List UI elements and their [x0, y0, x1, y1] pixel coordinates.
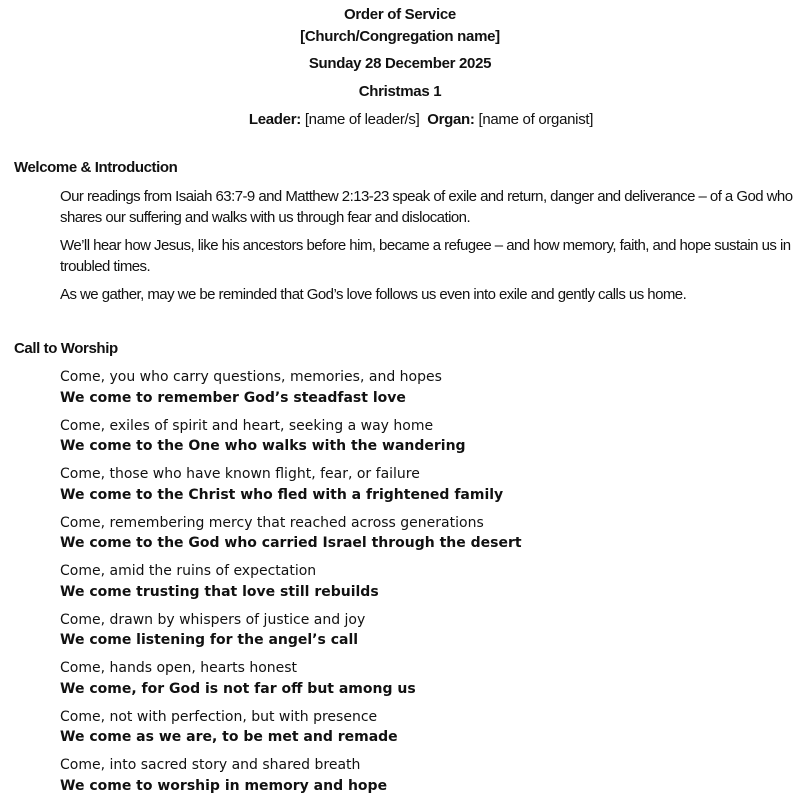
people-response: We come to remember God’s steadfast love	[60, 389, 406, 406]
leader-label: Leader:	[248, 111, 301, 128]
people-response: We come, for God is not far off but among us	[60, 680, 416, 697]
litany-pair	[60, 367, 760, 408]
welcome-paragraph: Our readings from Isaiah 63:7-9 and Matthew 2:13-23 speak of exile and return, danger and deliverance – of a God who shares our suffering and walks with us through fear and dislocation.	[60, 188, 793, 226]
leader-line: Come, amid the ruins of expectation	[60, 563, 317, 579]
leader-line: Come, those who have known flight, fear, or failure	[60, 466, 420, 482]
call-to-worship-litany	[60, 367, 760, 804]
page-title: Order of Service	[344, 6, 456, 23]
ministry-credits	[0, 111, 800, 128]
occasion: Christmas 1	[358, 83, 442, 100]
people-response: We come trusting that love still rebuilds	[60, 583, 379, 600]
people-response: We come to the Christ who fled with a frightened family	[60, 486, 504, 503]
section-heading-call-to-worship: Call to Worship	[14, 340, 118, 357]
leader-line: Come, remembering mercy that reached across generations	[60, 514, 484, 531]
leader-line: Come, drawn by whispers of justice and joy	[60, 611, 366, 628]
welcome-paragraph: As we gather, may we be reminded that God’s love follows us even into exile and gently calls us home.	[60, 286, 687, 303]
litany-pair	[60, 610, 760, 651]
litany-pair	[60, 416, 760, 457]
litany-pair	[60, 707, 760, 748]
section-heading-welcome: Welcome & Introduction	[14, 159, 178, 176]
leader-value: [name of leader/s]	[304, 111, 420, 128]
welcome-paragraph: We’ll hear how Jesus, like his ancestors before him, became a refugee – and how memory, faith, and hope sustain us in troubled times.	[60, 237, 791, 275]
service-date: Sunday 28 December 2025	[308, 55, 492, 72]
litany-pair	[60, 561, 760, 602]
leader-line: Come, hands open, hearts honest	[60, 660, 298, 676]
leader-line: Come, not with perfection, but with presence	[60, 708, 378, 725]
litany-pair	[60, 658, 760, 699]
leader-line: Come, into sacred story and shared breath	[60, 757, 361, 773]
people-response: We come to the God who carried Israel through the desert	[60, 535, 522, 551]
leader-line: Come, exiles of spirit and heart, seeking a way home	[60, 417, 434, 434]
leader-line: Come, you who carry questions, memories, and hopes	[60, 369, 442, 385]
people-response: We come to the One who walks with the wandering	[60, 438, 466, 454]
congregation-name: [Church/Congregation name]	[300, 28, 500, 45]
organ-label: Organ:	[427, 111, 475, 128]
organ-value: [name of organist]	[478, 111, 594, 128]
litany-pair	[60, 464, 760, 505]
people-response: We come listening for the angel’s call	[60, 632, 359, 648]
litany-pair	[60, 755, 760, 796]
people-response: We come to worship in memory and hope	[60, 777, 388, 794]
litany-pair	[60, 513, 760, 554]
people-response: We come as we are, to be met and remade	[60, 729, 398, 745]
